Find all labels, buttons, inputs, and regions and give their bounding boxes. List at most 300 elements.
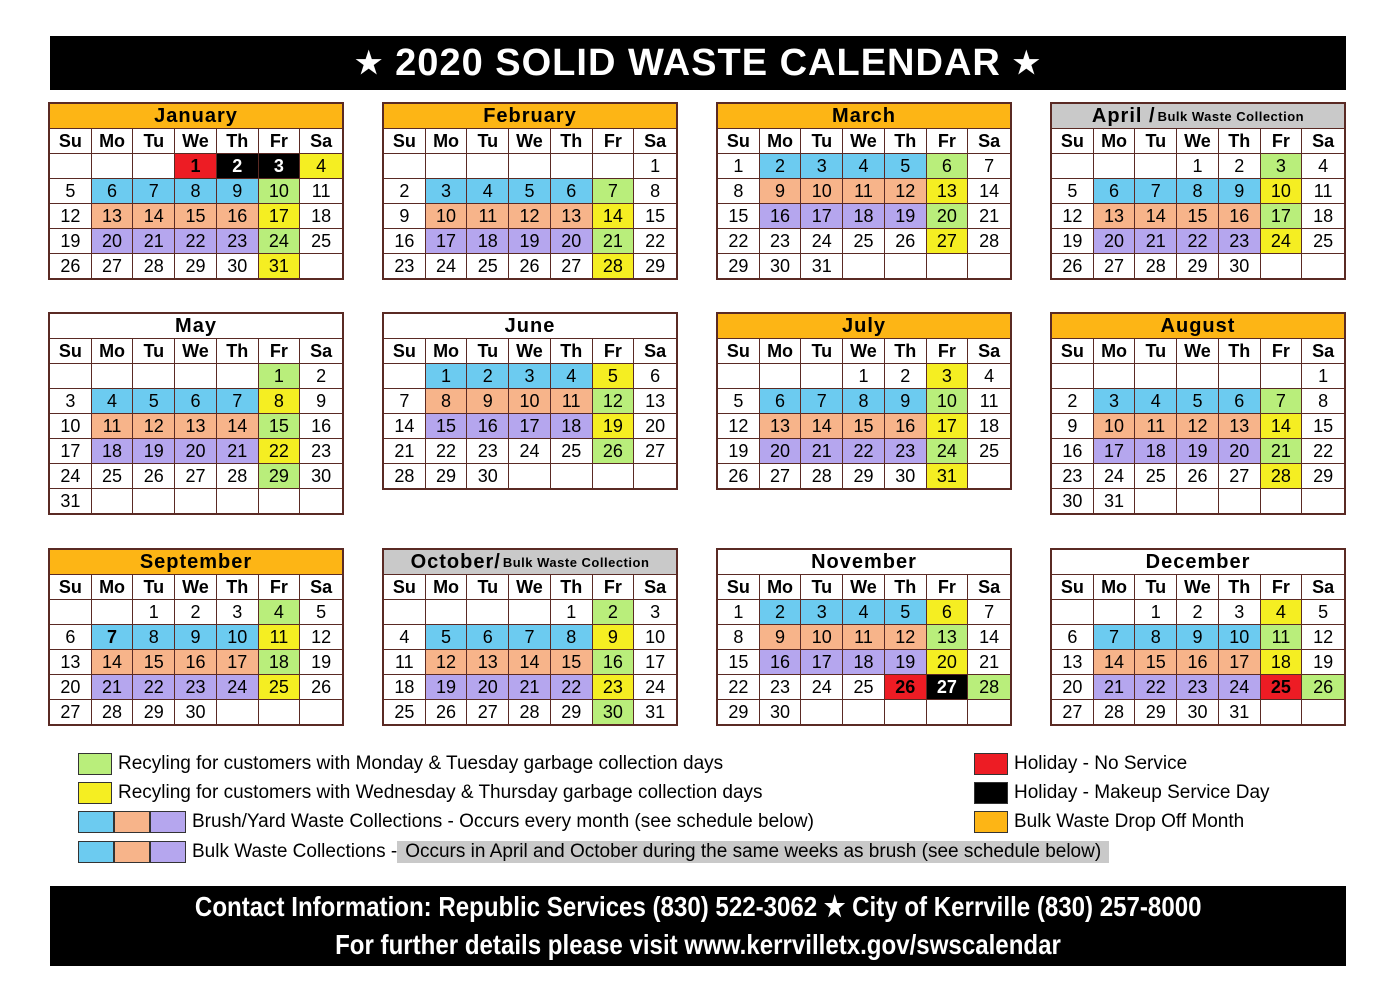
- empty-day-cell: [1094, 600, 1136, 625]
- week-row: [384, 254, 676, 278]
- week-row: [718, 439, 1010, 464]
- week-row: [50, 675, 342, 700]
- week-row: [1052, 675, 1344, 700]
- empty-day-cell: [1302, 254, 1344, 278]
- day-cell: 20: [467, 675, 509, 700]
- empty-day-cell: [217, 364, 259, 389]
- day-cell: 14: [968, 625, 1010, 650]
- swatch-holiday: [974, 753, 1008, 775]
- day-cell: 16: [217, 204, 259, 229]
- day-of-week: Sa: [968, 339, 1010, 364]
- day-cell: 9: [384, 204, 426, 229]
- day-cell: 21: [384, 439, 426, 464]
- day-cell: 4: [300, 154, 342, 179]
- day-cell: 14: [968, 179, 1010, 204]
- empty-day-cell: [384, 600, 426, 625]
- day-cell: 6: [92, 179, 134, 204]
- day-of-week: Sa: [1302, 129, 1344, 154]
- day-of-week: Mo: [92, 129, 134, 154]
- day-cell: 22: [551, 675, 593, 700]
- day-cell: 15: [259, 414, 301, 439]
- day-cell: 27: [175, 464, 217, 489]
- day-cell: 17: [634, 650, 676, 675]
- day-cell: 9: [217, 179, 259, 204]
- empty-day-cell: [300, 489, 342, 513]
- week-row: [718, 364, 1010, 389]
- day-cell: 22: [634, 229, 676, 254]
- day-cell: 31: [50, 489, 92, 513]
- day-cell: 24: [1261, 229, 1303, 254]
- day-cell: 12: [509, 204, 551, 229]
- day-cell: 29: [426, 464, 468, 488]
- week-row: [718, 600, 1010, 625]
- swatch-bulk-drop: [974, 811, 1008, 833]
- empty-day-cell: [133, 364, 175, 389]
- day-cell: 2: [300, 364, 342, 389]
- month-name: [384, 550, 676, 575]
- empty-day-cell: [384, 364, 426, 389]
- day-cell: 8: [718, 179, 760, 204]
- day-of-week: Fr: [259, 129, 301, 154]
- month-name: [384, 104, 676, 129]
- empty-day-cell: [92, 154, 134, 179]
- day-cell: 6: [634, 364, 676, 389]
- day-cell: 27: [92, 254, 134, 278]
- day-of-week: Sa: [1302, 575, 1344, 600]
- day-cell: 29: [718, 254, 760, 278]
- empty-day-cell: [467, 154, 509, 179]
- day-of-week: Su: [1052, 575, 1094, 600]
- day-cell: 11: [843, 625, 885, 650]
- day-cell: 26: [300, 675, 342, 700]
- empty-day-cell: [1094, 154, 1136, 179]
- week-row: [384, 364, 676, 389]
- day-cell: 22: [843, 439, 885, 464]
- day-cell: 7: [968, 154, 1010, 179]
- day-cell: 17: [50, 439, 92, 464]
- day-of-week: Fr: [927, 575, 969, 600]
- day-cell: 5: [300, 600, 342, 625]
- legend-makeup: Holiday - Makeup Service Day: [1014, 782, 1270, 803]
- day-of-week: Mo: [426, 575, 468, 600]
- day-cell: 19: [885, 650, 927, 675]
- day-of-week: Sa: [1302, 339, 1344, 364]
- day-cell: 22: [718, 229, 760, 254]
- week-row: [718, 179, 1010, 204]
- day-of-week-header: [50, 575, 342, 600]
- day-of-week: We: [509, 575, 551, 600]
- day-cell: 23: [384, 254, 426, 278]
- day-cell: 3: [1261, 154, 1303, 179]
- day-cell: 4: [1261, 600, 1303, 625]
- day-cell: 22: [426, 439, 468, 464]
- week-row: [50, 625, 342, 650]
- day-cell: 6: [175, 389, 217, 414]
- day-of-week: Tu: [133, 575, 175, 600]
- day-cell: 19: [426, 675, 468, 700]
- day-cell: 15: [718, 650, 760, 675]
- day-cell: 22: [1135, 675, 1177, 700]
- day-of-week: We: [175, 575, 217, 600]
- day-of-week: Fr: [259, 339, 301, 364]
- day-cell: 15: [133, 650, 175, 675]
- day-cell: 31: [645, 702, 666, 722]
- day-of-week: Tu: [801, 339, 843, 364]
- day-cell: 25: [92, 464, 134, 489]
- day-cell: 10: [634, 625, 676, 650]
- day-cell: 5: [718, 389, 760, 414]
- day-cell: 24: [50, 464, 92, 489]
- day-cell: 21: [968, 204, 1010, 229]
- empty-day-cell: [92, 364, 134, 389]
- day-cell: 12: [300, 625, 342, 650]
- day-cell: 31: [1094, 489, 1136, 513]
- day-cell: 28: [384, 464, 426, 488]
- day-of-week: We: [843, 129, 885, 154]
- day-of-week: Th: [885, 129, 927, 154]
- month-july: [716, 312, 1012, 490]
- day-cell: 14: [384, 414, 426, 439]
- day-cell: 10: [426, 204, 468, 229]
- day-cell: 8: [634, 179, 676, 204]
- day-cell: 4: [259, 600, 301, 625]
- day-cell: 25: [843, 675, 885, 700]
- day-cell: 27: [927, 229, 969, 254]
- day-cell: 18: [384, 675, 426, 700]
- day-cell: 21: [133, 229, 175, 254]
- empty-day-cell: [1219, 364, 1261, 389]
- day-cell: 28: [968, 675, 1010, 700]
- day-cell: 24: [259, 229, 301, 254]
- week-row: [50, 650, 342, 675]
- day-cell: 31: [927, 464, 969, 488]
- week-row: [1052, 600, 1344, 625]
- day-cell: 11: [968, 389, 1010, 414]
- day-cell: 7: [92, 625, 134, 650]
- day-of-week: We: [1177, 339, 1219, 364]
- empty-day-cell: [426, 154, 468, 179]
- day-cell: 23: [1052, 464, 1094, 489]
- week-row: [718, 254, 1010, 278]
- day-of-week: Tu: [1135, 575, 1177, 600]
- day-cell: 10: [50, 414, 92, 439]
- day-cell: 23: [1177, 675, 1219, 700]
- month-label: April /: [1091, 104, 1156, 127]
- day-of-week: Su: [50, 129, 92, 154]
- week-row: [1052, 179, 1344, 204]
- day-cell: 8: [426, 389, 468, 414]
- day-cell: 19: [1052, 229, 1094, 254]
- month-label: November: [811, 550, 917, 573]
- day-cell: 15: [718, 204, 760, 229]
- day-cell: 15: [1177, 204, 1219, 229]
- legend-recycle-mon-tue: Recyling for customers with Monday & Tuesday garbage collection days: [118, 753, 724, 774]
- day-of-week: Th: [1219, 129, 1261, 154]
- day-of-week: Fr: [593, 339, 635, 364]
- day-cell: 28: [1261, 464, 1303, 489]
- week-row: [384, 389, 676, 414]
- day-cell: 27: [50, 700, 92, 724]
- day-cell: 13: [92, 204, 134, 229]
- day-of-week: Tu: [467, 339, 509, 364]
- day-cell: 18: [551, 414, 593, 439]
- day-cell: 1: [259, 364, 301, 389]
- day-cell: 26: [50, 254, 92, 278]
- day-cell: 22: [1302, 439, 1344, 464]
- day-cell: 21: [217, 439, 259, 464]
- day-cell: 28: [509, 700, 551, 724]
- week-row: [718, 625, 1010, 650]
- week-row: [384, 204, 676, 229]
- day-cell: 30: [593, 700, 635, 724]
- week-row: [1052, 439, 1344, 464]
- week-row: [1052, 154, 1344, 179]
- day-cell: 10: [801, 179, 843, 204]
- day-cell: 18: [968, 414, 1010, 439]
- day-cell: 4: [92, 389, 134, 414]
- day-cell: 29: [843, 464, 885, 488]
- swatch-recycle-wed-thu: [78, 782, 112, 804]
- day-cell: 5: [133, 389, 175, 414]
- day-cell: 25: [1261, 675, 1303, 700]
- day-cell: 9: [885, 389, 927, 414]
- day-cell: 7: [384, 389, 426, 414]
- day-of-week: Sa: [634, 129, 676, 154]
- day-cell: 20: [1052, 675, 1094, 700]
- day-cell: 21: [968, 650, 1010, 675]
- day-cell: 9: [467, 389, 509, 414]
- week-row: [384, 414, 676, 439]
- empty-day-cell: [175, 489, 217, 513]
- day-cell: 31: [1219, 700, 1261, 724]
- day-cell: 23: [467, 439, 509, 464]
- day-cell: 6: [50, 625, 92, 650]
- day-cell: 28: [217, 464, 259, 489]
- day-cell: 24: [927, 439, 969, 464]
- day-of-week: Tu: [1135, 129, 1177, 154]
- day-cell: 9: [760, 625, 802, 650]
- day-cell: 13: [467, 650, 509, 675]
- week-row: [384, 229, 676, 254]
- empty-day-cell: [801, 700, 843, 724]
- empty-day-cell: [217, 489, 259, 513]
- week-row: [1052, 650, 1344, 675]
- day-cell: 28: [1094, 700, 1136, 724]
- empty-day-cell: [50, 364, 92, 389]
- month-april: [1050, 102, 1346, 280]
- day-cell: 7: [1094, 625, 1136, 650]
- day-cell: 16: [1177, 650, 1219, 675]
- contact-footer: [50, 886, 1346, 966]
- day-cell: 24: [634, 675, 676, 700]
- day-cell: 13: [927, 625, 969, 650]
- day-cell: 5: [50, 179, 92, 204]
- day-cell: 9: [1219, 179, 1261, 204]
- day-cell: 30: [1052, 489, 1094, 513]
- day-cell: 21: [1135, 229, 1177, 254]
- day-cell: 28: [801, 464, 843, 488]
- day-cell: 11: [259, 625, 301, 650]
- day-cell: 10: [509, 389, 551, 414]
- empty-day-cell: [509, 600, 551, 625]
- day-of-week-header: [384, 575, 676, 600]
- day-cell: 18: [259, 650, 301, 675]
- week-row: [1052, 204, 1344, 229]
- empty-day-cell: [217, 700, 259, 724]
- day-of-week-header: [1052, 129, 1344, 154]
- day-cell: 30: [217, 254, 259, 278]
- empty-day-cell: [885, 254, 927, 278]
- day-of-week: Th: [551, 339, 593, 364]
- day-cell: 24: [426, 254, 468, 278]
- day-cell: 23: [885, 439, 927, 464]
- week-row: [1052, 414, 1344, 439]
- day-cell: 12: [1052, 204, 1094, 229]
- day-cell: 7: [1261, 389, 1303, 414]
- month-label: August: [1160, 314, 1236, 337]
- day-cell: 10: [217, 625, 259, 650]
- week-row: [384, 650, 676, 675]
- month-sublabel: Bulk Waste Collection: [502, 554, 650, 570]
- day-cell: 8: [1135, 625, 1177, 650]
- swatch-makeup: [974, 782, 1008, 804]
- week-row: [384, 625, 676, 650]
- day-cell: 1: [718, 154, 760, 179]
- day-cell: 16: [175, 650, 217, 675]
- month-name: [1052, 314, 1344, 339]
- day-cell: 13: [1219, 414, 1261, 439]
- day-cell: 13: [634, 389, 676, 414]
- day-of-week: Th: [1219, 339, 1261, 364]
- week-row: [1052, 700, 1344, 724]
- day-cell: 21: [801, 439, 843, 464]
- empty-day-cell: [1261, 489, 1303, 513]
- day-of-week: Th: [217, 575, 259, 600]
- day-cell: 30: [885, 464, 927, 488]
- day-cell: 6: [760, 389, 802, 414]
- day-cell: 27: [551, 254, 593, 278]
- day-cell: 27: [1052, 700, 1094, 724]
- day-cell: 16: [1219, 204, 1261, 229]
- star-icon: ★: [355, 46, 384, 80]
- day-cell: 6: [467, 625, 509, 650]
- day-cell: 20: [927, 204, 969, 229]
- day-cell: 22: [133, 675, 175, 700]
- day-cell: 6: [1094, 179, 1136, 204]
- day-cell: 6: [551, 179, 593, 204]
- empty-day-cell: [133, 154, 175, 179]
- day-of-week: Tu: [467, 575, 509, 600]
- day-cell: 17: [1219, 650, 1261, 675]
- day-cell: 14: [133, 204, 175, 229]
- day-cell: 1: [426, 364, 468, 389]
- day-of-week: Mo: [92, 339, 134, 364]
- day-cell: 13: [551, 204, 593, 229]
- day-cell: 16: [760, 650, 802, 675]
- day-cell: 26: [885, 675, 927, 700]
- day-cell: 12: [1177, 414, 1219, 439]
- empty-day-cell: [1135, 489, 1177, 513]
- day-cell: 4: [551, 364, 593, 389]
- day-cell: 11: [384, 650, 426, 675]
- empty-day-cell: [551, 154, 593, 179]
- day-of-week: Fr: [927, 339, 969, 364]
- empty-day-cell: [885, 700, 927, 724]
- empty-day-cell: [175, 364, 217, 389]
- day-of-week: We: [175, 339, 217, 364]
- day-cell: 26: [1177, 464, 1219, 489]
- day-cell: 9: [1052, 414, 1094, 439]
- day-cell: 6: [927, 154, 969, 179]
- day-cell: 25: [467, 254, 509, 278]
- day-cell: 15: [1302, 414, 1344, 439]
- day-cell: 28: [92, 700, 134, 724]
- day-cell: 8: [551, 625, 593, 650]
- day-of-week: Fr: [259, 575, 301, 600]
- day-of-week: We: [175, 129, 217, 154]
- day-cell: 11: [300, 179, 342, 204]
- day-cell: 14: [1094, 650, 1136, 675]
- week-row: [384, 154, 676, 179]
- day-of-week-header: [50, 129, 342, 154]
- week-row: [50, 204, 342, 229]
- day-cell: 13: [760, 414, 802, 439]
- month-name: [50, 550, 342, 575]
- empty-day-cell: [509, 154, 551, 179]
- empty-day-cell: [1052, 364, 1094, 389]
- week-row: [384, 600, 676, 625]
- legend-holiday: Holiday - No Service: [1014, 753, 1188, 774]
- day-cell: 19: [1177, 439, 1219, 464]
- day-cell: 24: [509, 439, 551, 464]
- swatch-brush: [78, 811, 186, 833]
- empty-day-cell: [384, 154, 426, 179]
- week-row: [1052, 364, 1344, 389]
- day-cell: 22: [259, 439, 301, 464]
- day-cell: 12: [885, 179, 927, 204]
- day-of-week: We: [509, 129, 551, 154]
- day-cell: 5: [1302, 600, 1344, 625]
- day-cell: 15: [426, 414, 468, 439]
- week-row: [1052, 489, 1344, 513]
- month-name: [718, 104, 1010, 129]
- empty-day-cell: [927, 254, 969, 278]
- day-cell: 4: [968, 364, 1010, 389]
- month-september: [48, 548, 344, 726]
- empty-day-cell: [300, 700, 342, 724]
- day-cell: 20: [1219, 439, 1261, 464]
- swatch-recycle-mon-tue: [78, 753, 112, 775]
- day-cell: 3: [634, 600, 676, 625]
- empty-day-cell: [718, 364, 760, 389]
- day-cell: 7: [509, 625, 551, 650]
- day-cell: 18: [1261, 650, 1303, 675]
- empty-day-cell: [1094, 364, 1136, 389]
- week-row: [1052, 229, 1344, 254]
- day-cell: 10: [1261, 179, 1303, 204]
- week-row: [50, 254, 342, 278]
- day-cell: 14: [1135, 204, 1177, 229]
- empty-day-cell: [968, 254, 1010, 278]
- day-of-week: We: [1177, 575, 1219, 600]
- month-december: [1050, 548, 1346, 726]
- day-cell: 21: [593, 229, 635, 254]
- day-cell: 15: [175, 204, 217, 229]
- legend-bulk-note: Occurs in April and October during the same weeks as brush (see schedule below): [397, 841, 1109, 863]
- week-row: [718, 464, 1010, 488]
- day-of-week: Th: [217, 129, 259, 154]
- day-of-week: We: [1177, 129, 1219, 154]
